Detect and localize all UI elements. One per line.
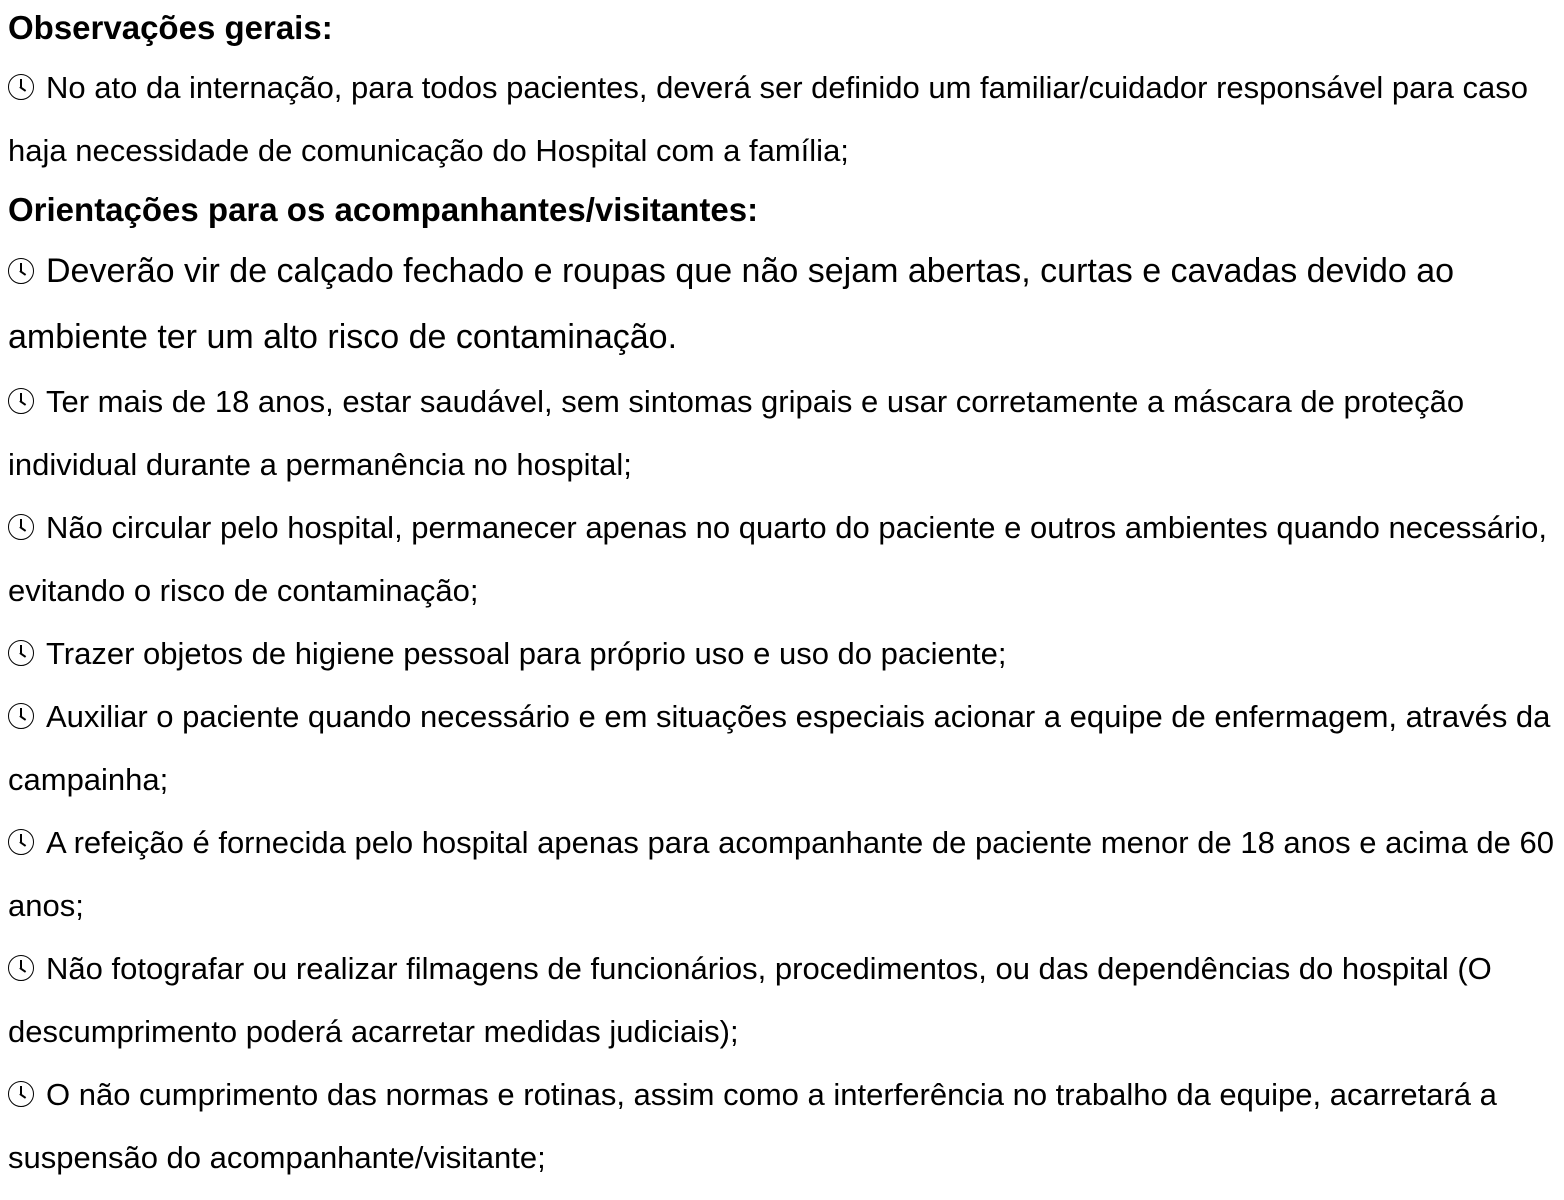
- list-item: [8, 811, 1556, 937]
- list-item: [8, 685, 1556, 811]
- list-item-text: Não fotografar ou realizar filmagens de funcionários, procedimentos, ou das dependências do hospital (O descumprimento poderá acarretar medidas judiciais);: [8, 951, 1492, 1049]
- clock-icon: [8, 640, 34, 666]
- section-heading-orientacoes: Orientações para os acompanhantes/visitantes:: [8, 191, 759, 228]
- list-item-text: Ter mais de 18 anos, estar saudável, sem sintomas gripais e usar corretamente a máscara de proteção individual durante a permanência no hospital;: [8, 384, 1465, 482]
- list-item: [8, 937, 1556, 1063]
- list-item-text: A refeição é fornecida pelo hospital apenas para acompanhante de paciente menor de 18 anos e acima de 60 anos;: [8, 825, 1554, 923]
- clock-icon: [8, 258, 34, 284]
- clock-icon: [8, 703, 34, 729]
- clock-icon: [8, 388, 34, 414]
- clock-icon: [8, 829, 34, 855]
- document-body: [8, 0, 1556, 1189]
- list-item-text: Auxiliar o paciente quando necessário e em situações especiais acionar a equipe de enfermagem, através da campainha;: [8, 699, 1551, 797]
- list-item: [8, 370, 1556, 496]
- list-item-text: O não cumprimento das normas e rotinas, assim como a interferência no trabalho da equipe, acarretará a suspensão do acompanhante/visitante;: [8, 1077, 1497, 1175]
- list-item: [8, 56, 1556, 182]
- list-item: [8, 622, 1556, 685]
- list-item-text: Deverão vir de calçado fechado e roupas que não sejam abertas, curtas e cavadas devido ao ambiente ter um alto risco de contaminação.: [8, 252, 1455, 356]
- list-item-text: No ato da internação, para todos pacientes, deverá ser definido um familiar/cuidador responsável para caso haja necessidade de comunicação do Hospital com a família;: [8, 70, 1528, 168]
- list-item: [8, 496, 1556, 622]
- clock-icon: [8, 1081, 34, 1107]
- list-item: [8, 1063, 1556, 1189]
- list-item-text: Não circular pelo hospital, permanecer apenas no quarto do paciente e outros ambientes quando necessário, evitando o risco de contaminação;: [8, 510, 1548, 608]
- list-item: [8, 238, 1556, 370]
- clock-icon: [8, 74, 34, 100]
- clock-icon: [8, 514, 34, 540]
- list-item-text: Trazer objetos de higiene pessoal para próprio uso e uso do paciente;: [46, 636, 1007, 671]
- clock-icon: [8, 955, 34, 981]
- section-heading-observacoes: Observações gerais:: [8, 9, 333, 46]
